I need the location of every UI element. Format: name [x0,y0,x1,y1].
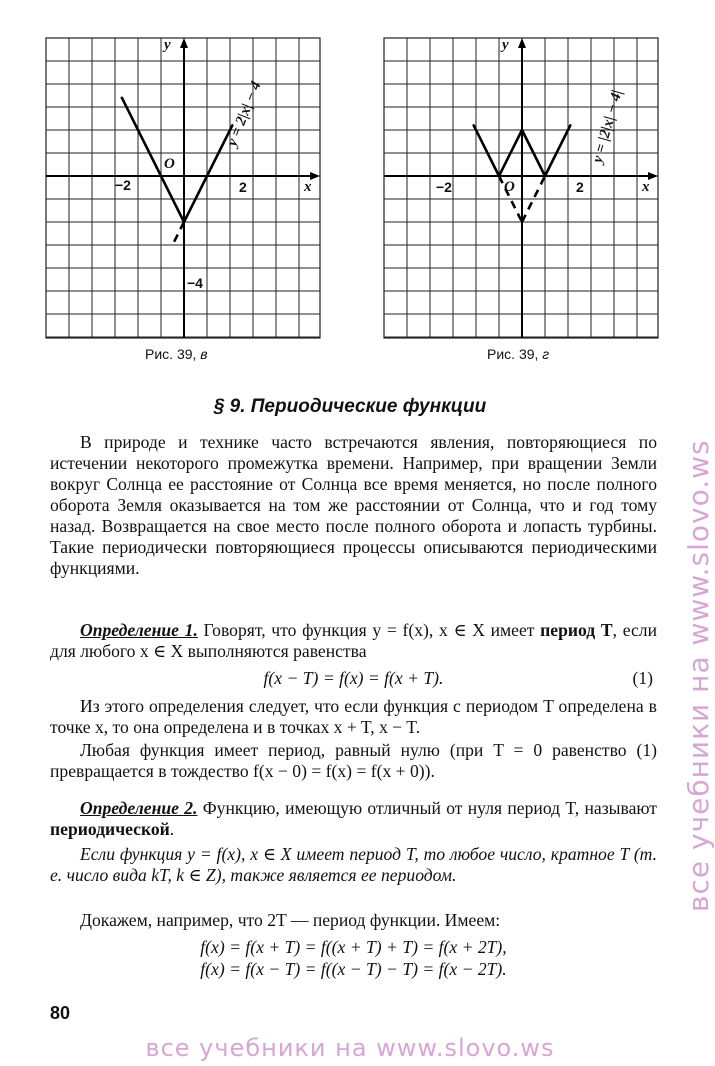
y-axis-label: y [502,37,509,53]
tick-label-right: 2 [239,179,247,195]
definition-text: Функцию, имеющую отличный от нуля период T, называют [197,798,657,818]
definition-text: Говорят, что функция y = f(x), x ∈ X имеет [197,620,541,640]
definition-label: Определение 2. [80,798,198,818]
definition-1 [50,620,657,662]
graph-line-dashed [173,222,185,245]
x-axis-label: x [642,179,650,195]
intro-paragraph [50,432,657,579]
paragraph-3 [50,740,657,782]
formula-label: y = 2|x| − 4 [224,79,265,149]
caption-letter: г [542,346,550,362]
graph-39g-plot [382,36,660,340]
formula-label: y = |2|x| − 4| [589,88,626,165]
tick-label-right: 2 [576,179,584,195]
watermark-vertical: все учебники на www.slovo.ws [682,439,715,912]
caption-39v [145,346,208,362]
equation-text: f(x) = f(x + T) = f((x + T) + T) = f(x + 2T), [200,937,507,957]
definition-term: период T [540,620,613,640]
graph-39v-plot [44,36,322,340]
equation-1 [50,668,657,689]
origin-label: O [164,156,175,172]
graph-line-solid [474,125,499,176]
paragraph-text: В природе и технике часто встречаются явления, повторяющиеся по истечении некоторого промежутка времени. Например, при вращении Земли вокруг Солнца ее расстояние от Солнца все время меняется, но после полного оборота Земля оказывается на том же расстоянии от Солнца, что и год тому назад. Возвращается на свое место после полного оборота и лопасть турбины. Такие периодически повторяющиеся процессы описываются периодическими функциями. [50,432,657,578]
origin-label: O [504,179,515,195]
equation-text: f(x − T) = f(x) = f(x + T). [263,668,444,688]
figure-39v [44,36,322,340]
definition-2 [50,798,657,840]
graph-line-solid [545,125,570,176]
definition-text: , если для любого x ∈ X выполняются равенства [50,620,657,661]
watermark-bottom: все учебники на www.slovo.ws [145,1034,555,1062]
equation-number: (1) [632,668,653,688]
x-axis-label: x [304,179,312,195]
section-title: § 9. Периодические функции [213,396,487,417]
caption-prefix: Рис. 39, [145,346,197,362]
equation-3 [50,959,657,980]
paragraph-2 [50,696,657,738]
figure-39g [382,36,660,340]
y-axis-label: y [164,37,171,53]
paragraph-4 [50,910,657,931]
theorem-statement [50,844,657,886]
paragraph-text: Любая функция имеет период, равный нулю (при T = 0 равенство (1) превращается в тождество f(x − 0) = f(x) = f(x + 0)). [50,740,657,781]
theorem-text: Если функция y = f(x), x ∈ X имеет период T, то любое число, кратное T (т. е. число вида kT, k ∈ Z), также является ее периодом. [50,844,657,885]
caption-39g [487,346,549,362]
equation-2 [50,937,657,958]
paragraph-text: Из этого определения следует, что если функция с периодом T определена в точке x, то она определена и в точках x + T, x − T. [50,696,657,737]
definition-term: периодической [50,819,170,839]
caption-prefix: Рис. 39, [487,346,539,362]
y-axis-arrow [518,38,526,48]
tick-label-left: −2 [436,179,452,195]
y-axis-arrow [180,38,188,48]
definition-label: Определение 1. [80,620,198,640]
equation-text: f(x) = f(x − T) = f((x − T) − T) = f(x − 2T). [200,959,507,979]
y-value-label: −4 [187,275,203,291]
definition-text: . [169,819,175,839]
page-number: 80 [50,1003,71,1023]
paragraph-text: Докажем, например, что 2T — период функции. Имеем: [80,910,501,930]
tick-label-left: −2 [115,177,131,193]
caption-letter: в [200,346,208,362]
